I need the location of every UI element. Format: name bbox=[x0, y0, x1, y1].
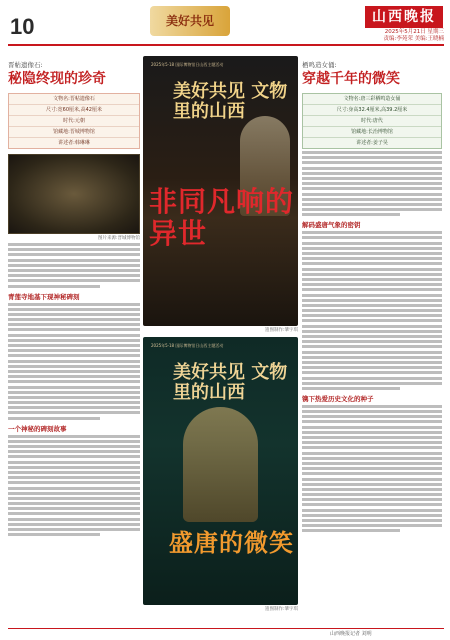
body-text-block bbox=[302, 231, 442, 390]
footer-byline: 山西晚报记者 刘明 bbox=[330, 631, 372, 637]
info-row: 时代:唐代 bbox=[303, 116, 441, 127]
poster-credit: 遗图制作:肇宇琪 bbox=[264, 328, 298, 333]
info-row: 尺寸:身高32.4厘米,高39.2厘米 bbox=[303, 105, 441, 116]
info-row: 时代:元朝 bbox=[9, 116, 139, 127]
right-subhead-1: 解码盛唐气象的密钥 bbox=[302, 221, 361, 230]
right-headline: 穿越千年的微笑 bbox=[302, 71, 400, 87]
editors-line: 责编:李苑荣 美编:王晓楠 bbox=[383, 36, 444, 42]
poster-bottom bbox=[143, 337, 298, 605]
left-subhead-1: 青莲寺地基下现神秘碑刻 bbox=[8, 292, 80, 301]
left-headline: 秘隐终现的珍奇 bbox=[8, 71, 106, 87]
body-text-block bbox=[8, 303, 140, 420]
info-row: 尺寸:宽60厘米,高42厘米 bbox=[9, 105, 139, 116]
body-text-block bbox=[8, 435, 140, 537]
left-subhead-2: 一个神秘的碑刻故事 bbox=[8, 424, 67, 433]
center-posters bbox=[143, 56, 298, 612]
date-editors-block bbox=[320, 29, 444, 43]
poster-slogan: 非同凡响的异世 bbox=[149, 185, 295, 250]
poster-tag: 2025年5·18 国际博物馆日山西主题活动 bbox=[151, 62, 224, 67]
image-credit: 图片来源:晋城博物馆 bbox=[97, 236, 140, 241]
info-row: 讲述者:韩琳琳 bbox=[58, 140, 90, 146]
info-row: 讲述者:姜子昊 bbox=[356, 140, 388, 146]
poster-slogan: 盛唐的微笑 bbox=[169, 528, 294, 557]
left-info-table bbox=[8, 93, 140, 149]
left-kicker: 晋帖遗像石: bbox=[8, 61, 43, 69]
figurine-figure bbox=[183, 407, 258, 522]
body-text-block bbox=[302, 405, 442, 533]
right-subhead-2: 镌下热爱历史文化的种子 bbox=[302, 394, 374, 403]
poster-title: 美好共见 文物里的山西 bbox=[173, 81, 288, 122]
body-text-block bbox=[302, 151, 442, 216]
masthead-rule bbox=[8, 44, 444, 46]
newspaper-logo: 山西晚报 bbox=[365, 6, 443, 28]
left-article bbox=[8, 60, 140, 538]
info-row: 馆藏地:长治博物馆 bbox=[303, 127, 441, 138]
footer-rule bbox=[8, 628, 444, 629]
poster-tag: 2025年5·18 国际博物馆日山西主题活动 bbox=[151, 343, 224, 348]
info-row: 文物名:晋帖遗像石 bbox=[9, 94, 139, 105]
poster-credit: 遗图制作:肇宇琪 bbox=[264, 607, 298, 612]
poster-top bbox=[143, 56, 298, 326]
right-article bbox=[302, 60, 442, 535]
right-kicker: 栖鸣造女俑: bbox=[302, 61, 337, 69]
page-number: 10 bbox=[10, 14, 35, 39]
body-text-block bbox=[8, 243, 140, 288]
masthead bbox=[0, 0, 450, 44]
stone-carving-image bbox=[8, 154, 140, 234]
info-row: 文物名:唐三彩栖鸣造女俑 bbox=[303, 94, 441, 105]
banner-text: 美好共见 bbox=[165, 14, 214, 28]
date-line: 2025年5月21日 星期三 bbox=[384, 29, 444, 35]
event-banner bbox=[150, 6, 230, 36]
info-row: 馆藏地:晋城博物馆 bbox=[9, 127, 139, 138]
poster-title: 美好共见 文物里的山西 bbox=[173, 362, 288, 403]
right-info-table bbox=[302, 93, 442, 149]
